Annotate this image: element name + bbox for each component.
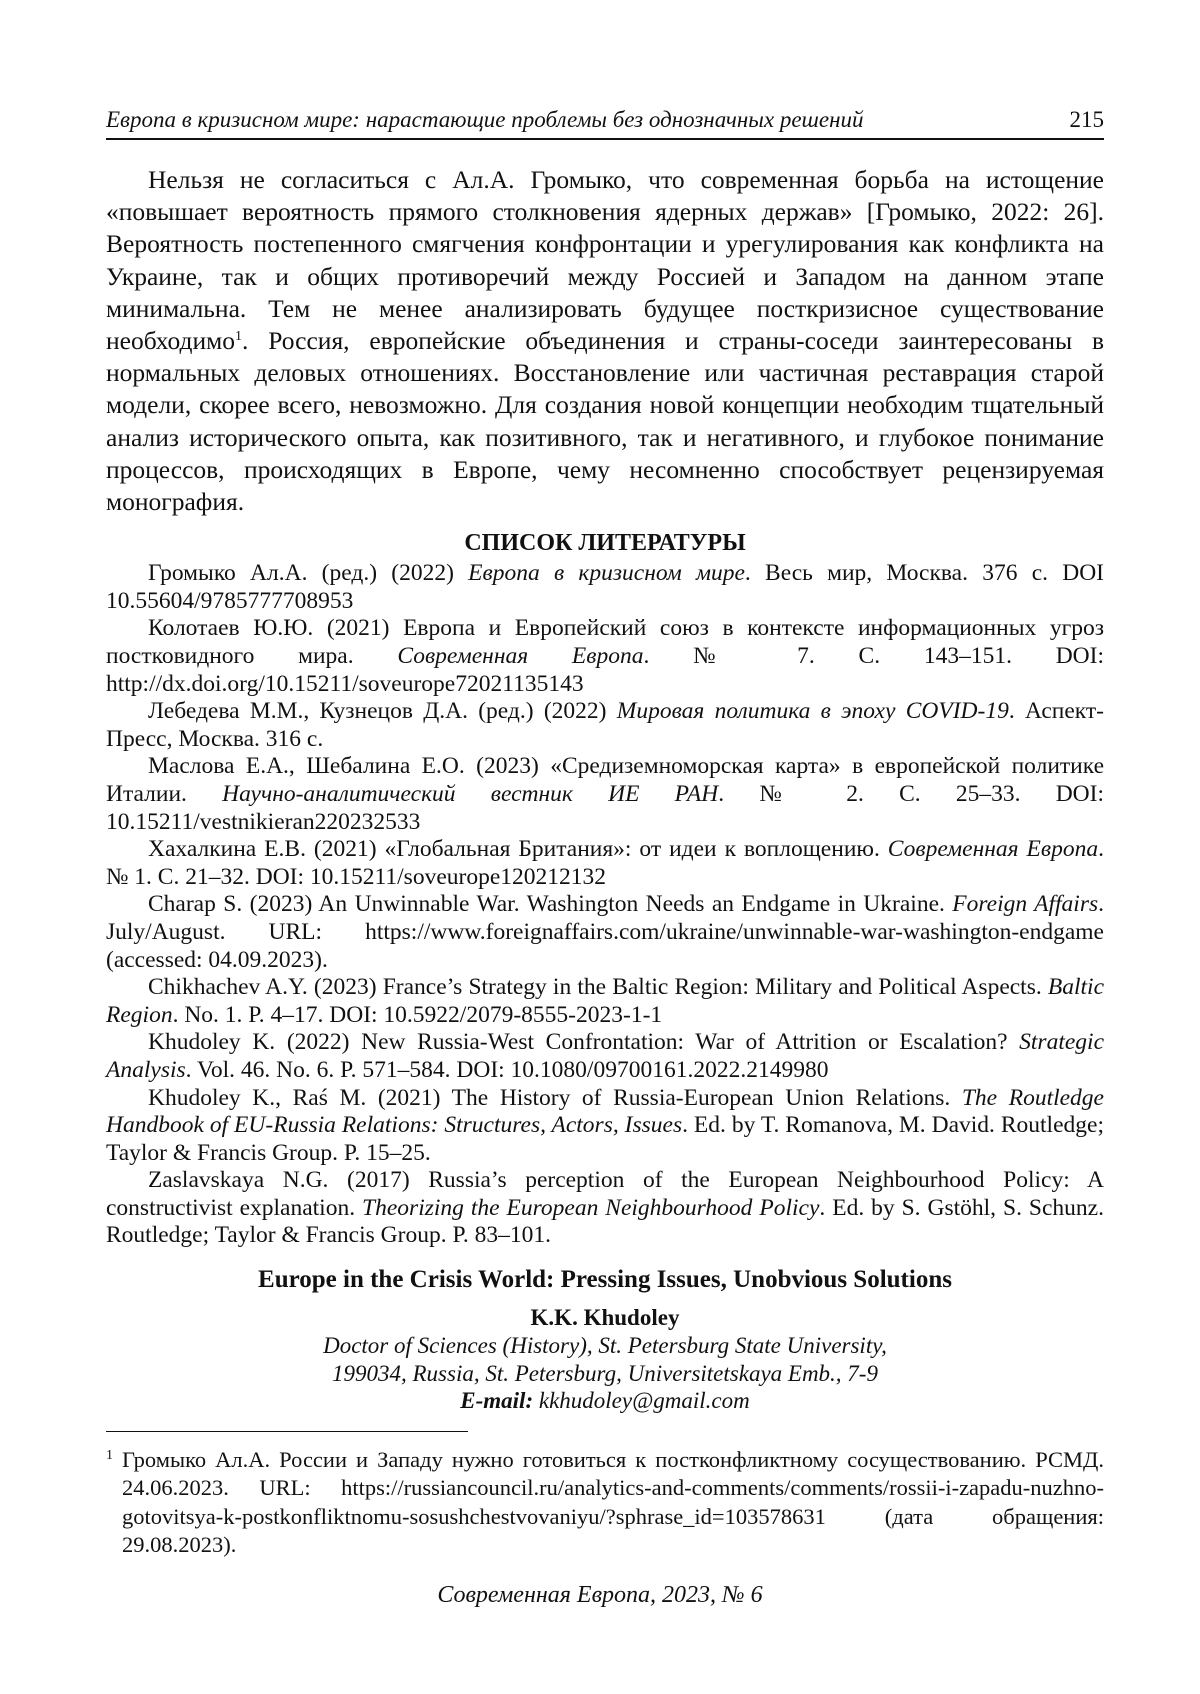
references-title: СПИСОК ЛИТЕРАТУРЫ xyxy=(464,530,746,557)
paragraph-text-continued: . Россия, европейские объединения и страны-соседи заинтересованы в нормальных деловых отношениях. Восстановление или частичная реставрация старой модели, скорее всего, невозможно. Для создания новой концепции необходим тщательный анализ исторического опыта, как позитивного, так и негативного, и глубокое понимание процессов, происходящих в Европе, чему несомненно способствует рецензируемая монография. xyxy=(106,326,1104,517)
email-label: E-mail: xyxy=(460,1388,534,1414)
reference-item: Chikhachev A.Y. (2023) France’s Strategy in the Baltic Region: Military and Political Aspects. Baltic Region. No. 1. P. 4–17. DOI: 10.5922/2079-8555-2023-1-1 xyxy=(106,974,1104,1028)
reference-item: Khudoley K. (2022) New Russia-West Confrontation: War of Attrition or Escalation? Strategic Analysis. Vol. 46. No. 6. P. 571–584. DOI: 10.1080/09700161.2022.2149980 xyxy=(106,1029,1104,1083)
author-name: K.K. Khudoley xyxy=(530,1305,680,1331)
author-affiliation-line1: Doctor of Sciences (History), St. Petersburg State University, xyxy=(323,1333,887,1359)
author-email xyxy=(106,1387,1104,1415)
running-title: Европа в кризисном мире: нарастающие проблемы без однозначных решений xyxy=(106,107,864,132)
body-paragraph xyxy=(106,164,1104,518)
journal-footer: Современная Европа, 2023, № 6 xyxy=(437,1582,763,1608)
author-affiliation-line2: 199034, Russia, St. Petersburg, Universitetskaya Emb., 7-9 xyxy=(332,1360,878,1386)
footnote-divider xyxy=(106,1431,468,1432)
english-title: Europe in the Crisis World: Pressing Issues, Unobvious Solutions xyxy=(258,1266,952,1294)
reference-item: Charap S. (2023) An Unwinnable War. Washington Needs an Endgame in Ukraine. Foreign Affairs. July/August. URL: https://www.foreignaffairs.com/ukraine/unwinnable-war-washington-endgame (accessed: 04.09.2023). xyxy=(106,891,1104,973)
reference-item: Khudoley K., Raś M. (2021) The History of Russia-European Union Relations. The Routledge Handbook of EU-Russia Relations: Structures, Actors, Issues. Ed. by T. Romanova, M. David. Routledge; Taylor & Francis Group. P. 15–25. xyxy=(106,1084,1104,1166)
references-list xyxy=(106,560,1104,1250)
footnote-reference[interactable]: 1 xyxy=(235,329,243,345)
running-header xyxy=(106,104,1104,140)
reference-item: Хахалкина Е.В. (2021) «Глобальная Британия»: от идеи к воплощению. Современная Европа. № 1. С. 21–32. DOI: 10.15211/soveurope120212132 xyxy=(106,836,1104,890)
reference-item: Колотаев Ю.Ю. (2021) Европа и Европейский союз в контексте информационных угроз постковидного мира. Современная Европа. № 7. С. 143–151. DOI: http://dx.doi.org/10.15211/soveurope72021135143 xyxy=(106,615,1104,697)
email-address[interactable]: kkhudoley@gmail.com xyxy=(533,1388,750,1414)
reference-item: Громыко Ал.А. (ред.) (2022) Европа в кризисном мире. Весь мир, Москва. 376 с. DOI 10.55604/9785777708953 xyxy=(106,560,1104,614)
footnote-text: Громыко Ал.А. России и Западу нужно готовиться к постконфликтному сосуществованию. РСМД. 24.06.2023. URL: https://russiancouncil.ru/analytics-and-comments/comments/rossii-i-zapadu-nuzhno-gotovitsya-k-postkonfliktnomu-sosushchestvovaniyu/?sphrase_id=103578631 (дата обращения: 29.08.2023). xyxy=(113,1446,1104,1558)
reference-item: Лебедева М.М., Кузнецов Д.А. (ред.) (2022) Мировая политика в эпоху COVID-19. Аспект-Пресс, Москва. 316 с. xyxy=(106,698,1105,752)
footnote xyxy=(106,1442,1104,1560)
reference-item: Zaslavskaya N.G. (2017) Russia’s perception of the European Neighbourhood Policy: A constructivist explanation. Theorizing the European Neighbourhood Policy. Ed. by S. Gstöhl, S. Schunz. Routledge; Taylor & Francis Group. P. 83–101. xyxy=(106,1167,1104,1249)
page-number: 215 xyxy=(1069,107,1104,132)
reference-item: Маслова Е.А., Шебалина Е.О. (2023) «Средиземноморская карта» в европейской политике Италии. Научно-аналитический вестник ИЕ РАН. № 2. С. 25–33. DOI: 10.15211/vestnikieran220232533 xyxy=(106,753,1105,835)
article-body xyxy=(106,164,1104,1560)
paragraph-text: Нельзя не согласиться с Ал.А. Громыко, что современная борьба на истощение «повышает вероятность прямого столкновения ядерных держав» [Громыко, 2022: 26]. Вероятность постепенного смягчения конфронтации и урегулирования как конфликта на Украине, так и общих противоречий между Россией и Западом на данном этапе минимальна. Тем не менее анализировать будущее посткризисное существование необходимо xyxy=(106,165,1104,356)
footnote-marker: 1 xyxy=(106,1447,113,1463)
